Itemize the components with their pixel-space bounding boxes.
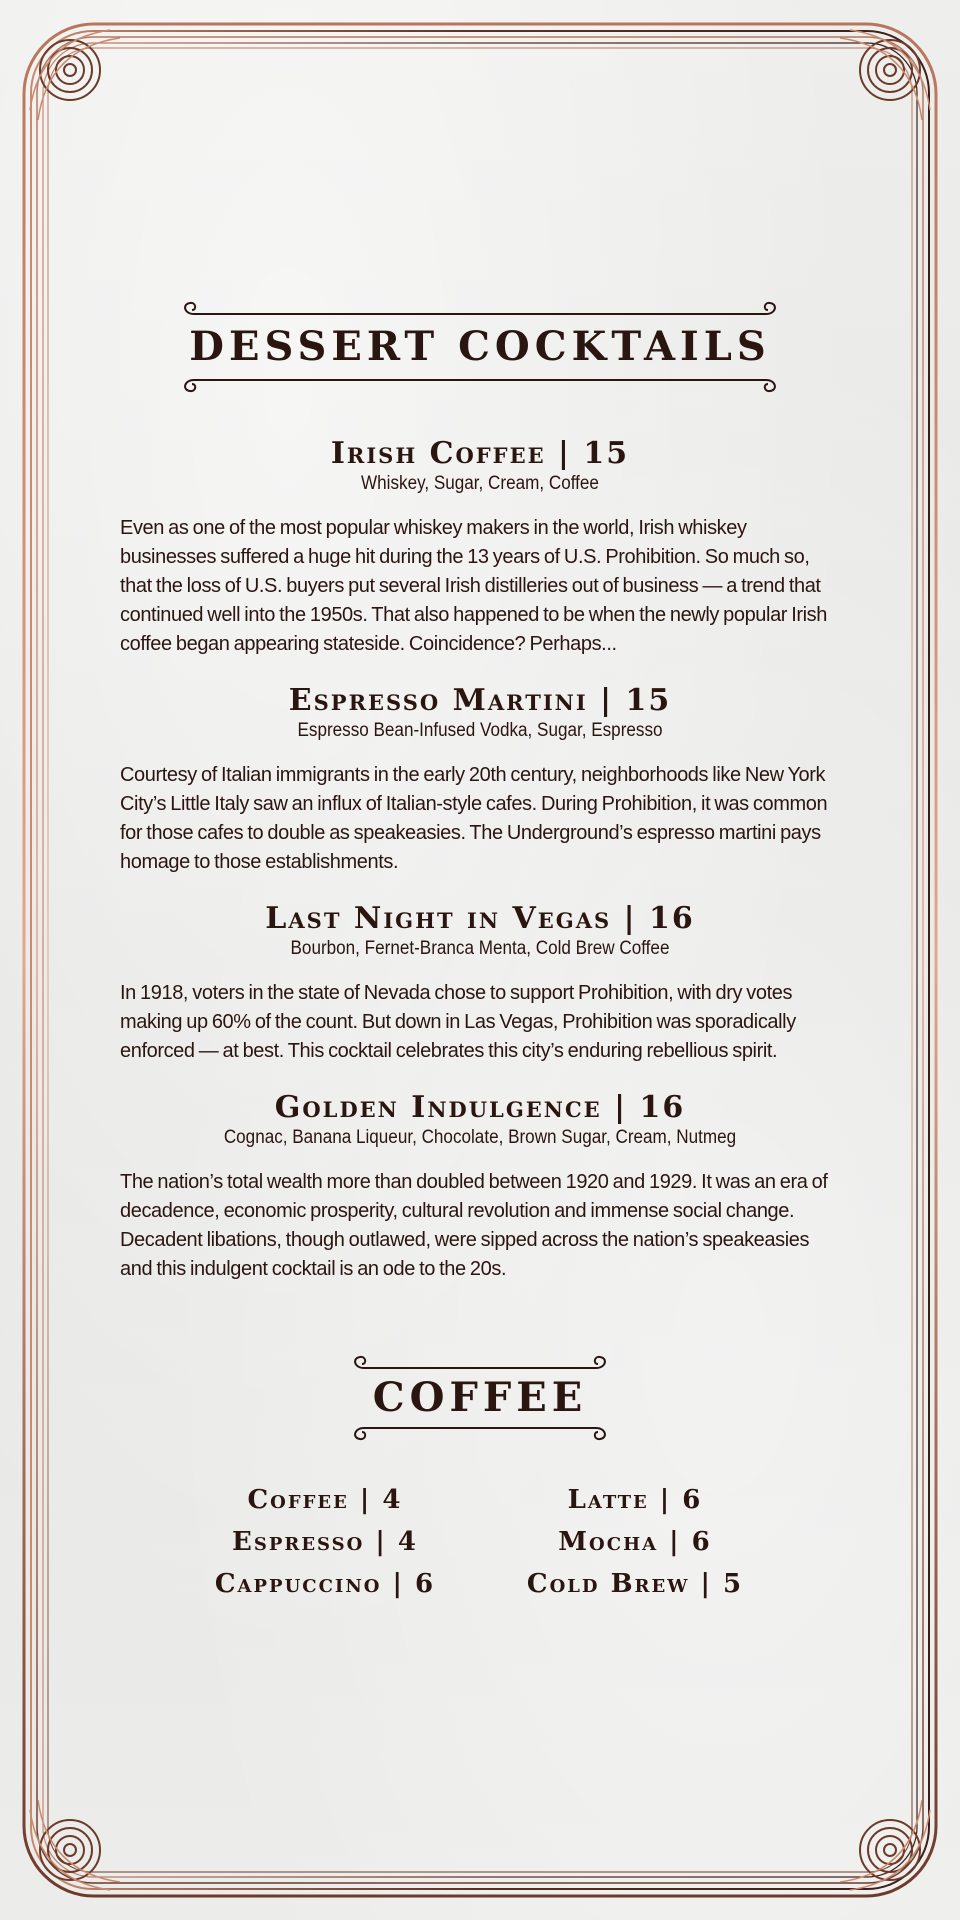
scroll-rule-bottom (350, 1424, 610, 1442)
coffee-section-title: COFFEE (372, 1374, 588, 1421)
menu-content (120, 300, 840, 1602)
menu-item-last-night-in-vegas (120, 901, 840, 1066)
item-ingredients: Espresso Bean-Infused Vodka, Sugar, Espresso (297, 720, 663, 741)
scroll-rule-top (350, 1354, 610, 1372)
dessert-section-header (180, 300, 780, 394)
item-description: In 1918, voters in the state of Nevada chose to support Prohibition, with dry votes making up 60% of the count. But down in Las Vegas, Prohibition was sporadically enforced — at best. This cocktail celebrates this city’s enduring rebellious spirit. (120, 982, 796, 1062)
item-description: Even as one of the most popular whiskey makers in the world, Irish whiskey businesses suffered a huge hit during the 13 years of U.S. Prohibition. So much so, that the loss of U.S. buyers put several Irish distilleries out of business — a trend that continued well into the 1950s. That also happened to be when the newly popular Irish coffee began appearing stateside. Coincidence? Perhaps... (120, 517, 827, 655)
item-title: Last Night in Vegas | 16 (265, 901, 695, 936)
item-ingredients: Cognac, Banana Liqueur, Chocolate, Brown Sugar, Cream, Nutmeg (223, 1127, 737, 1148)
menu-item-irish-coffee (120, 436, 840, 659)
coffee-section-header (350, 1354, 610, 1442)
item-ingredients: Bourbon, Fernet-Branca Menta, Cold Brew Coffee (290, 938, 670, 959)
menu-item-espresso-martini (120, 683, 840, 877)
item-title: Golden Indulgence | 16 (274, 1090, 686, 1125)
coffee-item: Espresso | 4 (232, 1527, 418, 1557)
coffee-item: Mocha | 6 (558, 1527, 712, 1557)
item-title: Espresso Martini | 15 (288, 683, 672, 718)
item-description: The nation’s total wealth more than doubled between 1920 and 1929. It was an era of decadence, economic prosperity, cultural revolution and immense social change. Decadent libations, though outlawed, were sipped across the nation’s speakeasies and this indulgent cocktail is an ode to the 20s. (120, 1171, 828, 1280)
coffee-item: Cappuccino | 6 (214, 1569, 436, 1599)
coffee-item: Cold Brew | 5 (526, 1569, 744, 1599)
item-title: Irish Coffee | 15 (330, 436, 630, 471)
scroll-rule-top (180, 300, 780, 318)
coffee-item: Latte | 6 (567, 1485, 703, 1515)
coffee-list (170, 1482, 790, 1602)
scroll-rule-bottom (180, 376, 780, 394)
item-description: Courtesy of Italian immigrants in the early 20th century, neighborhoods like New York City’s Little Italy saw an influx of Italian-style cafes. During Prohibition, it was common for those cafes to double as speakeasies. The Underground’s espresso martini pays homage to those establishments. (120, 764, 828, 873)
coffee-item: Coffee | 4 (247, 1485, 403, 1515)
item-ingredients: Whiskey, Sugar, Cream, Coffee (361, 473, 599, 494)
menu-item-golden-indulgence (120, 1090, 840, 1284)
dessert-section-title: DESSERT COCKTAILS (189, 323, 771, 370)
